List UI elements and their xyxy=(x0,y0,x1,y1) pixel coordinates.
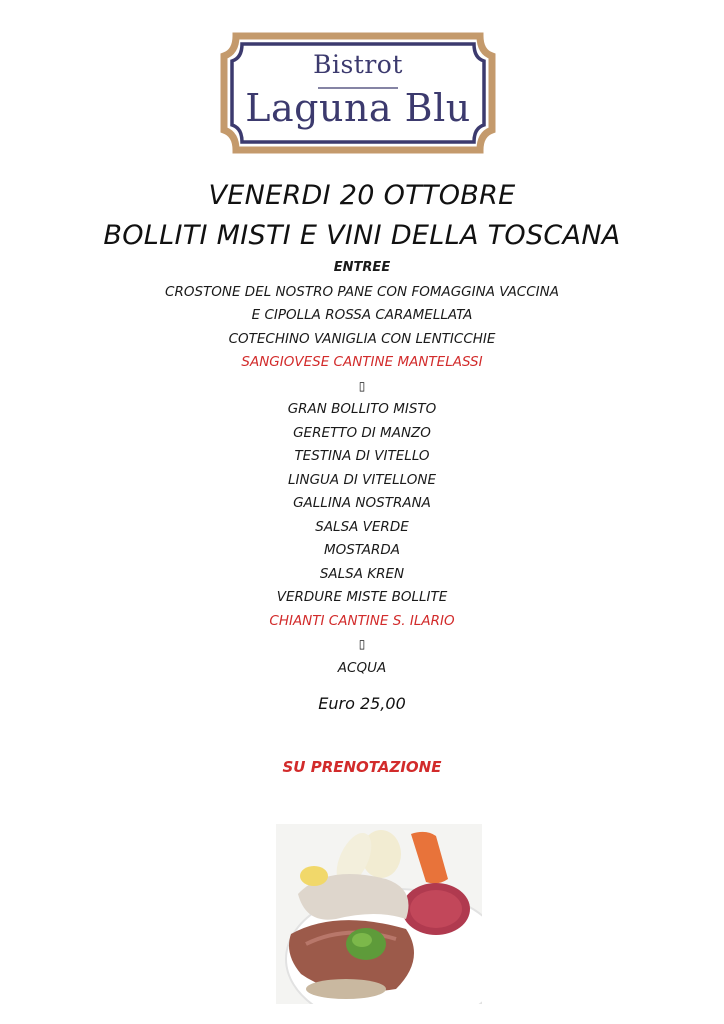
menu-item: SALSA VERDE xyxy=(315,518,409,535)
bollito-plate-image xyxy=(276,824,482,1004)
event-date-title: VENERDI 20 OTTOBRE xyxy=(208,180,516,211)
event-theme-title: BOLLITI MISTI E VINI DELLA TOSCANA xyxy=(103,220,621,251)
menu-item: GALLINA NOSTRANA xyxy=(293,495,431,511)
logo-line-1: Bistrot xyxy=(313,50,403,79)
course-separator: ▯ xyxy=(358,378,366,393)
menu-price: Euro 25,00 xyxy=(318,694,406,713)
dish-photo xyxy=(276,824,482,1004)
wine-pairing: CHIANTI CANTINE S. ILARIO xyxy=(269,612,455,629)
logo-line-2: Laguna Blu xyxy=(245,86,471,130)
menu-item: ACQUA xyxy=(337,659,387,676)
menu-item: TESTINA DI VITELLO xyxy=(294,448,430,464)
wine-pairing: SANGIOVESE CANTINE MANTELASSI xyxy=(241,354,483,370)
menu-item: VERDURE MISTE BOLLITE xyxy=(276,589,448,605)
menu-item: SALSA KREN xyxy=(319,565,405,582)
menu-item: LINGUA DI VITELLONE xyxy=(287,471,436,488)
menu-item: COTECHINO VANIGLIA CON LENTICCHIE xyxy=(228,330,496,347)
bistrot-logo xyxy=(218,30,498,156)
menu-item: CROSTONE DEL NOSTRO PANE CON FOMAGGINA VACCINA xyxy=(165,283,559,300)
menu-item: E CIPOLLA ROSSA CARAMELLATA xyxy=(251,307,473,323)
booking-note: SU PRENOTAZIONE xyxy=(282,758,442,776)
section-heading: ENTREE xyxy=(333,260,391,275)
menu-item: MOSTARDA xyxy=(323,542,401,558)
menu-item: GRAN BOLLITO MISTO xyxy=(287,401,437,417)
course-separator: ▯ xyxy=(358,637,366,651)
menu-item: GERETTO DI MANZO xyxy=(293,424,431,441)
